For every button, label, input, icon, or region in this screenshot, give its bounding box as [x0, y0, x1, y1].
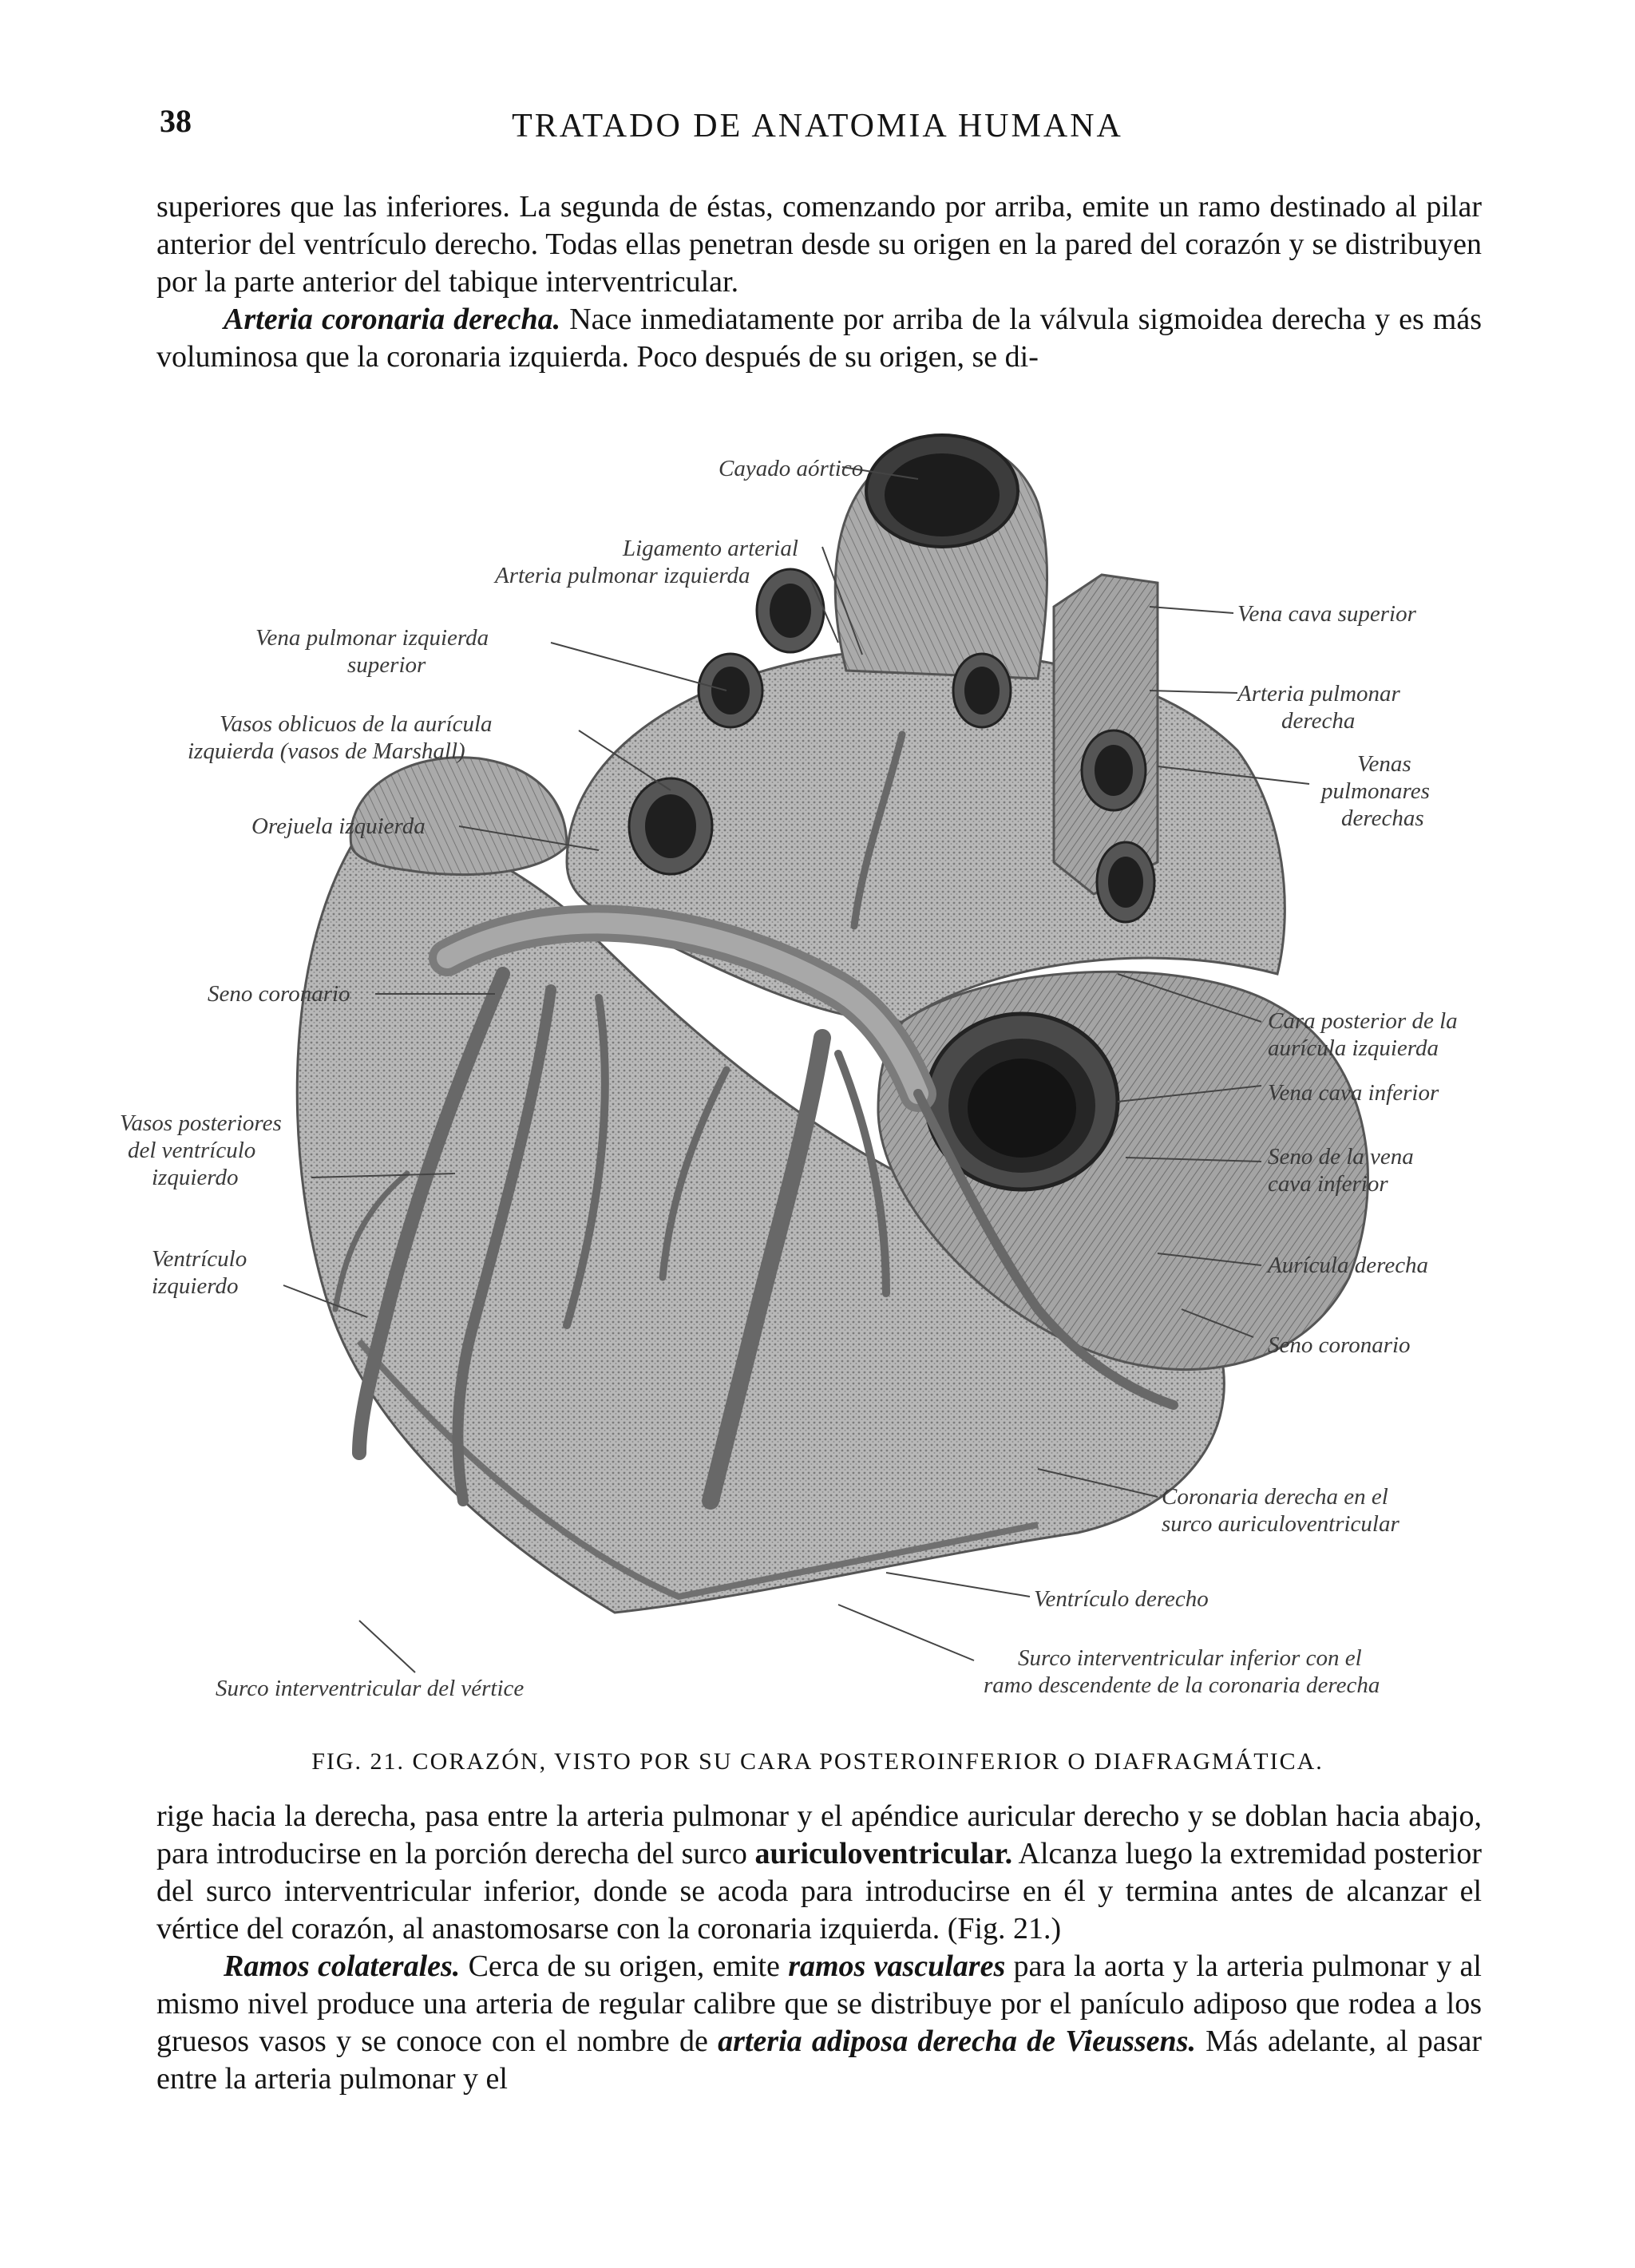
- label-venas-pulmonares-2: pulmonares: [1321, 778, 1430, 804]
- label-ventriculo-izquierdo: Ventrículo: [152, 1246, 247, 1272]
- label-ramo-descendente: ramo descendente de la coronaria derecha: [984, 1672, 1380, 1698]
- bottom-paragraph-1-a: rige hacia la derecha, pasa entre la arteria pulmonar y el apéndice auricular derecho y se doblan hacia abajo, para introducirse en la porción derecha del surco: [156, 1799, 1482, 1870]
- bottom-paragraph-1-c: Alcanza luego la extremidad posterior del surco interventricular inferior, donde se acoda para introducirse en él y termina antes de alcanzar el vértice del corazón, al anastomosarse con la coronaria izquierda. (Fig. 21.): [156, 1837, 1482, 1945]
- label-vasos-oblicuos: Vasos oblicuos de la aurícula: [220, 711, 493, 737]
- label-ventriculo-izquierdo-2: izquierdo: [152, 1273, 239, 1299]
- label-arteria-pulmonar-izquierda: Arteria pulmonar izquierda: [495, 563, 750, 588]
- page-number: 38: [160, 103, 192, 139]
- label-vasos-de-marshall: izquierda (vasos de Marshall): [188, 738, 465, 764]
- label-vena-pulmonar-izquierda-superior: superior: [347, 652, 426, 678]
- term-ramos-vasculares: ramos vasculares: [788, 1949, 1006, 1983]
- label-vena-pulmonar-izquierda: Vena pulmonar izquierda: [255, 625, 489, 651]
- heart-figure: [120, 415, 1517, 1724]
- bottom-paragraph-2: [156, 1948, 1482, 2098]
- label-vasos-posteriores-del-ventriculo: del ventrículo: [128, 1138, 256, 1163]
- label-auricula-izquierda: aurícula izquierda: [1268, 1035, 1439, 1061]
- bottom-paragraph-1: [156, 1798, 1482, 1948]
- label-vena-cava-inferior: Vena cava inferior: [1268, 1080, 1439, 1106]
- bottom-paragraph-2-a: Cerca de su origen, emite: [460, 1949, 789, 1983]
- label-coronaria-derecha: Coronaria derecha en el: [1162, 1484, 1388, 1510]
- section-heading-arteria-coronaria-derecha: Arteria coronaria derecha.: [224, 303, 561, 336]
- label-seno-coronario-left: Seno coronario: [208, 981, 350, 1007]
- label-auricula-derecha: Aurícula derecha: [1268, 1253, 1429, 1278]
- bottom-paragraph-1-bold: auriculoventricular.: [754, 1837, 1013, 1870]
- bottom-paragraph-2-b: para la aorta y la arteria pulmonar y al mismo nivel produce una arteria de regular calibre que se distribuye por el panículo adiposo que rodea a los gruesos vasos y se conoce con el nombre de: [156, 1949, 1482, 2058]
- section-heading-ramos-colaterales: Ramos colaterales.: [224, 1949, 461, 1983]
- label-surco-interventricular-del-vertice: Surco interventricular del vértice: [216, 1676, 525, 1701]
- label-arteria-pulmonar-derecha-2: derecha: [1281, 708, 1356, 734]
- term-arteria-adiposa: arteria adiposa derecha de Vieussens.: [718, 2025, 1196, 2058]
- bottom-text: [156, 1798, 1482, 2098]
- label-arteria-pulmonar-derecha: Arteria pulmonar: [1237, 681, 1400, 707]
- figure-caption: FIG. 21. CORAZÓN, VISTO POR SU CARA POSTEROINFERIOR O DIAFRAGMÁTICA.: [311, 1748, 1324, 1775]
- running-title: TRATADO DE ANATOMIA HUMANA: [512, 108, 1123, 144]
- label-surco-interventricular-inferior: Surco interventricular inferior con el: [1018, 1645, 1362, 1671]
- top-text: [156, 188, 1482, 376]
- label-cava-inferior: cava inferior: [1268, 1171, 1388, 1197]
- label-vena-cava-superior: Vena cava superior: [1237, 601, 1416, 627]
- bottom-paragraph-2-c: Más adelante, al pasar entre la arteria pulmonar y el: [156, 2025, 1482, 2096]
- top-paragraph-2-text: Nace inmediatamente por arriba de la válvula sigmoidea derecha y es más voluminosa que la coronaria izquierda. Poco después de su origen, se di-: [156, 303, 1482, 374]
- label-venas-pulmonares: Venas: [1357, 751, 1411, 777]
- top-paragraph-2: [156, 301, 1482, 376]
- top-paragraph-1: superiores que las inferiores. La segunda de éstas, comenzando por arriba, emite un ramo destinado al pilar anterior del ventrículo derecho. Todas ellas penetran desde su origen en la pared del corazón y se distribuyen por la parte anterior del tabique interventricular.: [156, 190, 1482, 299]
- label-vasos-posteriores-izquierdo: izquierdo: [152, 1165, 239, 1190]
- label-cayado-aortico: Cayado aórtico: [719, 456, 864, 481]
- label-vasos-posteriores: Vasos posteriores: [120, 1110, 282, 1136]
- label-venas-pulmonares-derechas: derechas: [1341, 805, 1424, 831]
- label-ventriculo-derecho: Ventrículo derecho: [1034, 1586, 1209, 1612]
- label-surco-auriculoventricular: surco auriculoventricular: [1162, 1511, 1399, 1537]
- label-orejuela-izquierda: Orejuela izquierda: [251, 813, 426, 839]
- label-seno-coronario-right: Seno coronario: [1268, 1332, 1411, 1358]
- label-ligamento-arterial: Ligamento arterial: [623, 536, 798, 561]
- label-cara-posterior: Cara posterior de la: [1268, 1008, 1458, 1034]
- label-seno-de-la-vena: Seno de la vena: [1268, 1144, 1414, 1170]
